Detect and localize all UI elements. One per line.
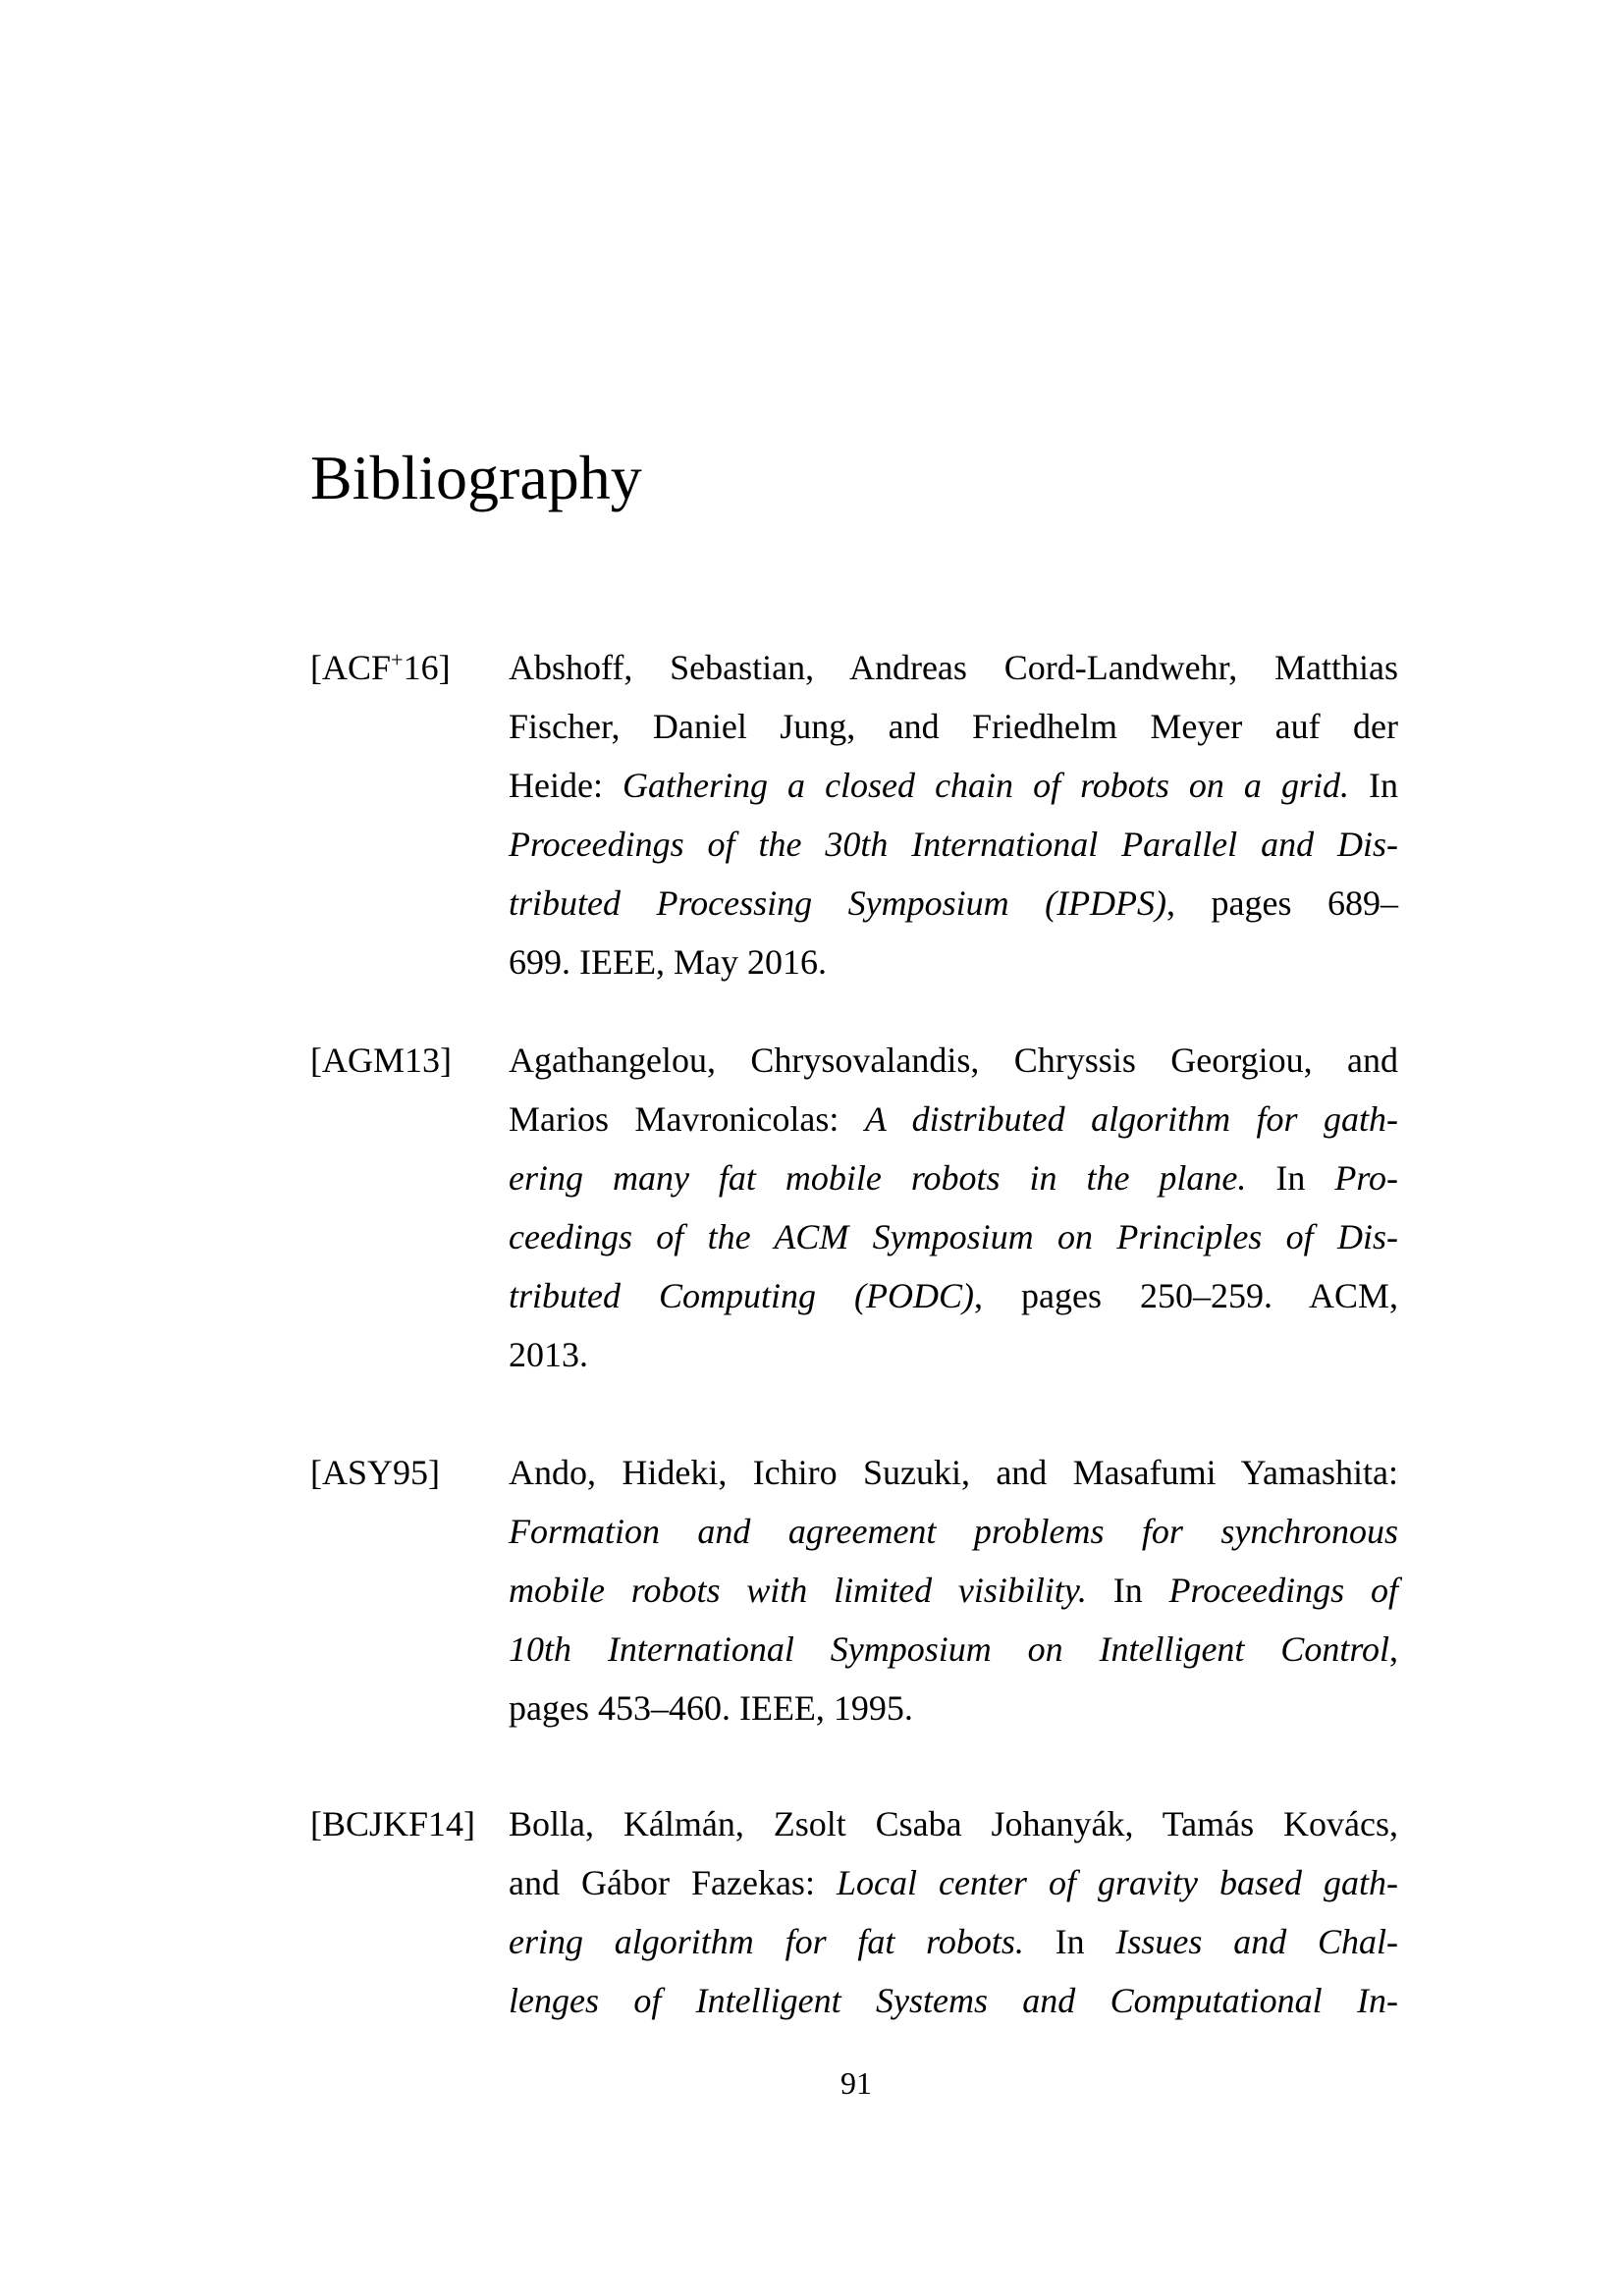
page-number: 91 (840, 2065, 872, 2101)
citation-text (509, 638, 1398, 991)
citation-title-text: Proceedings of (1168, 1571, 1398, 1610)
citation-line (509, 1090, 1398, 1148)
citation-line (509, 1266, 1398, 1325)
citation-title-text: ering algorithm for fat robots. (509, 1922, 1024, 1961)
citation-line (509, 1853, 1398, 1912)
citation-line (509, 1912, 1398, 1971)
citation-title-text: Local center of gravity based gath- (836, 1863, 1398, 1902)
citation-plain-text: , pages 250–259. ACM, (974, 1276, 1399, 1315)
citation-line (509, 1148, 1398, 1207)
citation-title-text: tributed Processing Symposium (IPDPS) (509, 883, 1167, 923)
citation-title-text: Proceedings of the 30th International Parallel and Dis- (509, 825, 1398, 864)
citation-line (509, 1794, 1398, 1853)
citation-line (509, 815, 1398, 874)
citation-title-text: ering many fat mobile robots in the plane. (509, 1158, 1247, 1198)
citation-line (509, 756, 1398, 815)
citation-title-text: ceedings of the ACM Symposium on Principles of Dis- (509, 1217, 1398, 1256)
citation-key: [ACF+16] (310, 647, 451, 687)
citation-line (509, 697, 1398, 756)
citation-line (509, 1207, 1398, 1266)
citation-plain-text: In (1023, 1922, 1116, 1961)
citation-line (509, 874, 1398, 933)
citation-text (509, 1794, 1398, 2030)
citation-title-text: 10th International Symposium on Intelligent Control (509, 1629, 1389, 1669)
citation-line (509, 1502, 1398, 1561)
citation-title-text: A distributed algorithm for gath- (864, 1099, 1398, 1139)
citation-plain-text: In (1246, 1158, 1335, 1198)
citation-text (509, 1443, 1398, 1737)
citation-plain-text: Fischer, Daniel Jung, and Friedhelm Meyer auf der (509, 707, 1398, 746)
citation-plain-text: 2013. (509, 1335, 588, 1374)
citation-plain-text: , pages 689– (1166, 883, 1398, 923)
citation-text (509, 1031, 1398, 1384)
citation-plain-text: Abshoff, Sebastian, Andreas Cord-Landwehr, Matthias (509, 648, 1398, 687)
citation-plain-text: Marios Mavronicolas: (509, 1099, 865, 1139)
citation-title-text: lenges of Intelligent Systems and Computational In- (509, 1981, 1398, 2020)
citation-line (509, 933, 1398, 991)
citation-line (509, 638, 1398, 697)
citation-plain-text: , (1389, 1629, 1398, 1669)
citation-title-text: mobile robots with limited visibility. (509, 1571, 1087, 1610)
citation-line (509, 1561, 1398, 1620)
page-heading: Bibliography (310, 443, 642, 512)
citation-line (509, 1325, 1398, 1384)
citation-line (509, 1620, 1398, 1679)
citation-title-text: Issues and Chal- (1115, 1922, 1398, 1961)
citation-title-text: Gathering a closed chain of robots on a grid. (623, 766, 1349, 805)
citation-title-text: tributed Computing (PODC) (509, 1276, 974, 1315)
citation-line (509, 1443, 1398, 1502)
citation-plain-text: Agathangelou, Chrysovalandis, Chryssis Georgiou, and (509, 1041, 1398, 1080)
citation-title-text: Formation and agreement problems for synchronous (509, 1512, 1398, 1551)
citation-plain-text: Heide: (509, 766, 623, 805)
citation-plain-text: Ando, Hideki, Ichiro Suzuki, and Masafumi Yamashita: (509, 1453, 1398, 1492)
citation-plain-text: Bolla, Kálmán, Zsolt Csaba Johanyák, Tamás Kovács, (509, 1804, 1398, 1843)
citation-plain-text: In (1086, 1571, 1169, 1610)
citation-key: [BCJKF14] (310, 1804, 476, 1843)
citation-plain-text: 699. IEEE, May 2016. (509, 942, 827, 982)
citation-key: [AGM13] (310, 1041, 452, 1080)
citation-plain-text: In (1348, 766, 1398, 805)
citation-plain-text: pages 453–460. IEEE, 1995. (509, 1688, 913, 1728)
citation-line (509, 1031, 1398, 1090)
citation-key: [ASY95] (310, 1453, 440, 1492)
citation-line (509, 1971, 1398, 2030)
citation-title-text: Pro- (1334, 1158, 1398, 1198)
citation-plain-text: and Gábor Fazekas: (509, 1863, 837, 1902)
citation-line (509, 1679, 1398, 1737)
